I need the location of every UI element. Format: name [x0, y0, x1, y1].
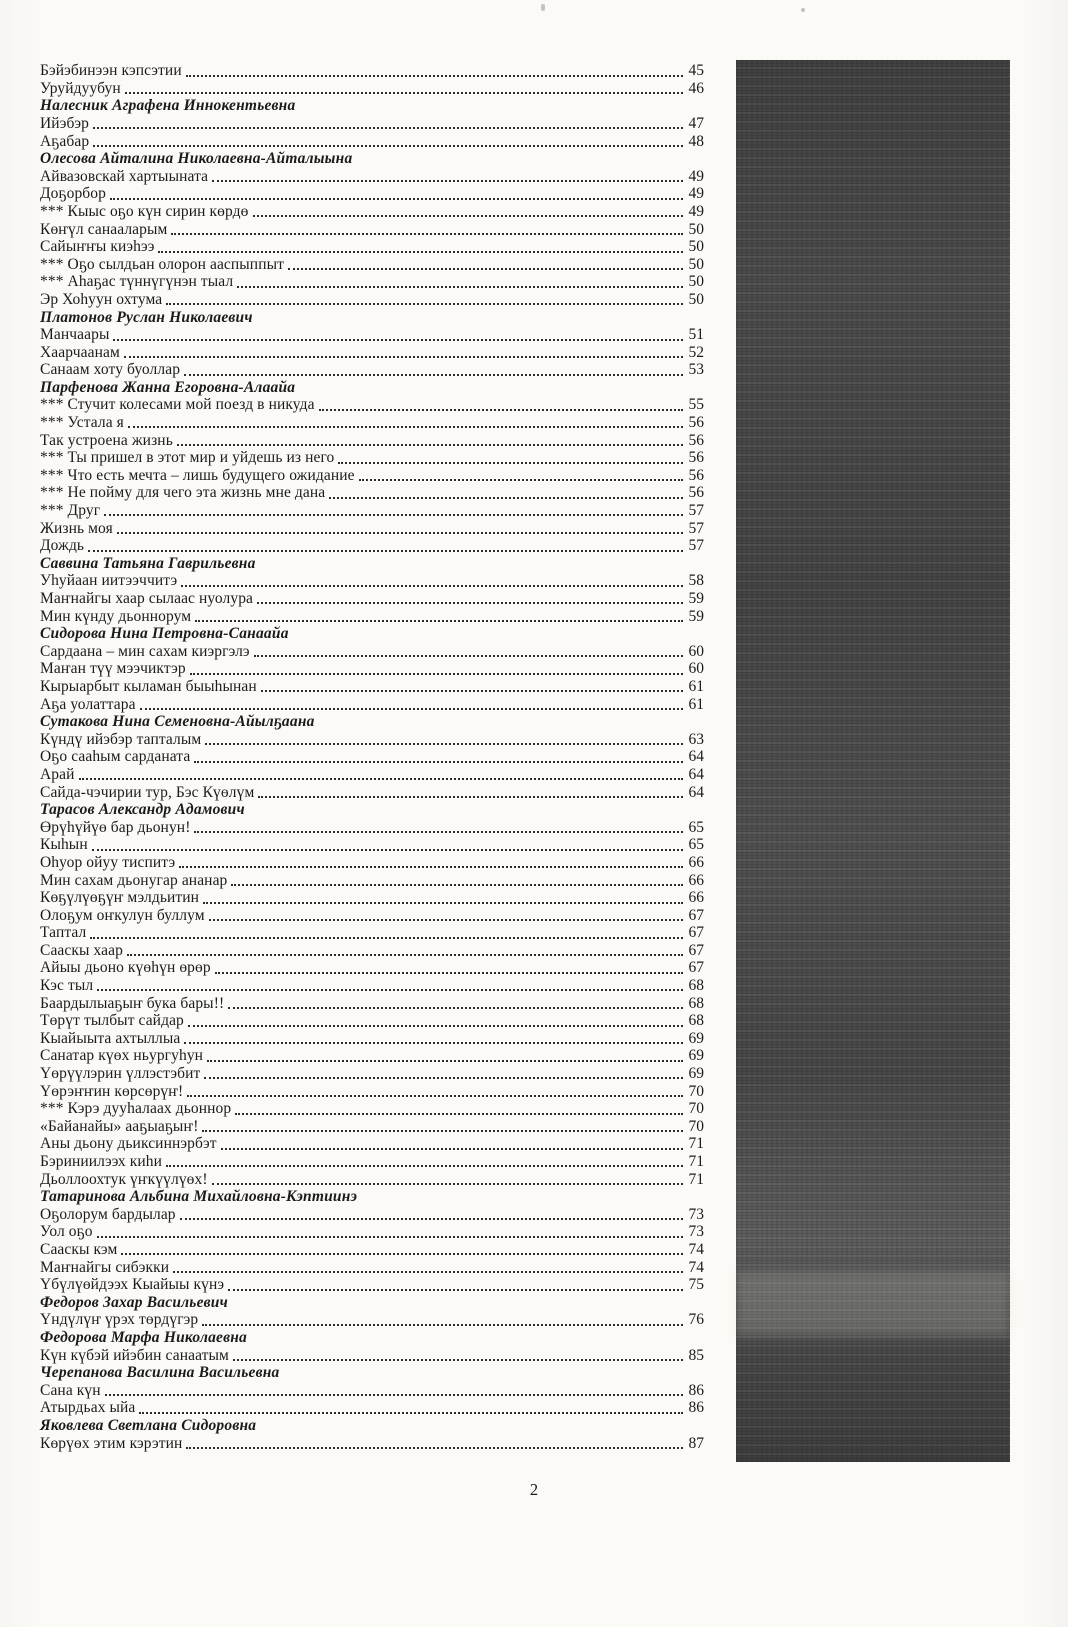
dot-leader — [288, 268, 683, 270]
toc-entry-row — [40, 62, 704, 80]
entry-page-number: 50 — [688, 255, 704, 273]
entry-page-number: 57 — [688, 519, 704, 537]
entry-page-number: 65 — [688, 836, 704, 854]
entry-page-number: 64 — [688, 765, 704, 783]
toc-author-row — [40, 308, 704, 326]
toc-entry-row — [40, 819, 704, 837]
entry-title: Арай — [40, 765, 75, 783]
entry-page-number: 60 — [688, 642, 704, 660]
toc-entry-row — [40, 168, 704, 186]
entry-page-number: 69 — [688, 1047, 704, 1065]
entry-title: Жизнь моя — [40, 519, 113, 537]
toc-entry-row — [40, 1311, 704, 1329]
entry-title: Дождь — [40, 537, 85, 555]
entry-title: Таптал — [40, 924, 87, 942]
scan-speck — [801, 8, 805, 12]
entry-title: *** Не пойму для чего эта жизнь мне дана — [40, 484, 326, 502]
entry-page-number: 59 — [688, 590, 704, 607]
dot-leader — [188, 1025, 683, 1027]
toc-entry-row — [40, 396, 704, 414]
entry-title: «Байанайы» ааҕыаҕыҥ! — [40, 1117, 199, 1135]
entry-title: Уһуйаан иитээччитэ — [40, 572, 178, 590]
entry-title: Хаарчаанам — [40, 343, 120, 361]
entry-page-number: 60 — [688, 660, 704, 678]
dot-leader — [233, 1359, 683, 1361]
entry-title: Доҕорбор — [40, 185, 106, 203]
entry-title: Оһуор ойуу тиспитэ — [40, 853, 176, 871]
toc-entry-row — [40, 907, 704, 925]
entry-page-number: 57 — [688, 502, 704, 520]
entry-title: Кыһын — [40, 836, 88, 854]
toc-entry-row — [40, 871, 704, 889]
toc-entry-row — [40, 291, 704, 309]
toc-entry-row — [40, 1100, 704, 1118]
dot-leader — [179, 866, 683, 868]
toc-author-row — [40, 1294, 704, 1312]
dot-leader — [180, 1218, 683, 1220]
entry-page-number: 52 — [688, 343, 704, 361]
scan-artifact-strip — [736, 60, 1010, 1462]
toc-author-row — [40, 625, 704, 643]
dot-leader — [166, 1165, 683, 1167]
dot-leader — [204, 1077, 683, 1079]
author-name: Татаринова Альбина Михайловна-Кэптиинэ — [40, 1188, 358, 1206]
entry-title: *** Аһаҕас түннүгүнэн тыал — [40, 273, 234, 291]
entry-page-number: 87 — [688, 1434, 704, 1452]
dot-leader — [187, 1095, 683, 1097]
dot-leader — [195, 620, 683, 622]
entry-title: Кыайыыта ахтыллыа — [40, 1029, 181, 1047]
toc-entry-row — [40, 484, 704, 502]
author-name: Федорова Марфа Николаевна — [40, 1328, 248, 1346]
entry-page-number: 67 — [688, 941, 704, 959]
entry-title: Төрүт тылбыт сайдар — [40, 1012, 184, 1030]
entry-page-number: 69 — [688, 1029, 704, 1047]
entry-page-number: 66 — [688, 853, 704, 871]
toc-entry-row — [40, 1135, 704, 1153]
author-name: Тарасов Александр Адамович — [40, 801, 245, 819]
dot-leader — [258, 796, 683, 798]
entry-page-number: 61 — [688, 695, 704, 713]
entry-page-number: 46 — [688, 79, 704, 97]
entry-page-number: 68 — [688, 994, 704, 1012]
toc-entry-row — [40, 185, 704, 203]
entry-title: Өрүһүйүө бар дьонун! — [40, 818, 191, 836]
entry-title: *** Друг — [40, 502, 101, 520]
entry-title: Аны дьону дьиксиннэрбэт — [40, 1135, 217, 1153]
toc-entry-row — [40, 537, 704, 555]
entry-title: Мин сахам дьонугар ананар — [40, 871, 228, 889]
entry-page-number: 53 — [688, 361, 704, 379]
dot-leader — [205, 743, 683, 745]
dot-leader — [184, 374, 683, 376]
entry-title: Баардылыаҕыҥ бука бары!! — [40, 994, 225, 1012]
entry-page-number: 71 — [688, 1135, 704, 1153]
entry-page-number: 56 — [688, 414, 704, 432]
entry-title: Олоҕум оҥкулун буллум — [40, 906, 205, 924]
toc-entry-row — [40, 1047, 704, 1065]
dot-leader — [194, 831, 683, 833]
dot-leader — [190, 673, 683, 675]
toc-entry-row — [40, 502, 704, 520]
toc-entry-row — [40, 854, 704, 872]
entry-page-number: 67 — [688, 959, 704, 977]
entry-title: Кырыарбыт кыламан быыһынан — [40, 677, 257, 695]
entry-page-number: 56 — [688, 484, 704, 502]
toc-entry-row — [40, 273, 704, 291]
dot-leader — [228, 1007, 683, 1009]
page-number: 2 — [529, 1480, 539, 1499]
entry-title: Уол оҕо — [40, 1223, 93, 1241]
toc-entry-row — [40, 643, 704, 661]
entry-title: Бэйэбинээн кэпсэтии — [40, 62, 182, 80]
entry-title: Көҥүл санааларым — [40, 220, 168, 238]
toc-entry-row — [40, 238, 704, 256]
entry-title: Айвазовскай хартыыната — [40, 167, 209, 185]
toc-entry-row — [40, 924, 704, 942]
entry-page-number: 49 — [688, 202, 704, 220]
author-name: Платонов Руслан Николаевич — [40, 308, 253, 326]
entry-page-number: 73 — [688, 1205, 704, 1223]
toc-entry-row — [40, 1346, 704, 1364]
entry-page-number: 49 — [688, 167, 704, 185]
entry-page-number: 71 — [688, 1153, 704, 1170]
toc-author-row — [40, 801, 704, 819]
dot-leader — [212, 1183, 683, 1185]
dot-leader — [79, 778, 683, 780]
entry-title: Так устроена жизнь — [40, 431, 173, 449]
entry-title: Маҥнайгы хаар сылаас нуолура — [40, 590, 254, 607]
entry-title: Кэс тыл — [40, 977, 94, 995]
dot-leader — [215, 972, 683, 974]
entry-page-number: 86 — [688, 1399, 704, 1417]
toc-entry-row — [40, 1153, 704, 1171]
dot-leader — [158, 251, 683, 253]
toc-entry-row — [40, 994, 704, 1012]
dot-leader — [202, 1324, 683, 1326]
author-name: Налесник Аграфена Иннокентьевна — [40, 97, 296, 115]
entry-title: Үөрүүлэрин үллэстэбит — [40, 1065, 201, 1083]
toc-entry-row — [40, 1276, 704, 1294]
dot-leader — [254, 655, 683, 657]
toc-entry-row — [40, 1206, 704, 1224]
entry-page-number: 70 — [688, 1117, 704, 1135]
dot-leader — [110, 198, 683, 200]
entry-title: *** Оҕо сылдьан олорон ааспыппыт — [40, 255, 284, 273]
entry-page-number: 75 — [688, 1276, 704, 1294]
toc-list — [40, 62, 704, 1452]
entry-page-number: 66 — [688, 871, 704, 889]
entry-title: Сана күн — [40, 1381, 101, 1399]
toc-entry-row — [40, 731, 704, 749]
entry-page-number: 73 — [688, 1223, 704, 1241]
entry-title: Үндүлүҥ үрэх төрдүгэр — [40, 1311, 199, 1329]
toc-author-row — [40, 713, 704, 731]
toc-author-row — [40, 1364, 704, 1382]
toc-entry-row — [40, 1030, 704, 1048]
toc-entry-row — [40, 449, 704, 467]
author-name: Федоров Захар Васильевич — [40, 1293, 228, 1311]
dot-leader — [235, 1113, 683, 1115]
entry-title: *** Кэрэ дууһалаах дьоннор — [40, 1100, 232, 1118]
dot-leader — [127, 954, 683, 956]
entry-title: Көрүөх этим кэрэтин — [40, 1434, 183, 1452]
dot-leader — [221, 1148, 683, 1150]
toc-entry-row — [40, 220, 704, 238]
toc-entry-row — [40, 203, 704, 221]
toc-entry-row — [40, 590, 704, 608]
entry-page-number: 57 — [688, 537, 704, 555]
dot-leader — [117, 532, 683, 534]
entry-page-number: 86 — [688, 1381, 704, 1399]
dot-leader — [209, 919, 683, 921]
toc-entry-row — [40, 1118, 704, 1136]
author-name: Сутакова Нина Семеновна-Айылҕаана — [40, 713, 315, 731]
toc-author-row — [40, 1188, 704, 1206]
toc-entry-row — [40, 572, 704, 590]
toc-entry-row — [40, 1382, 704, 1400]
dot-leader — [184, 1042, 683, 1044]
author-name: Яковлева Светлана Сидоровна — [40, 1416, 257, 1434]
entry-title: Бэриниилээх киһи — [40, 1153, 163, 1170]
dot-leader — [253, 215, 683, 217]
entry-page-number: 50 — [688, 290, 704, 308]
entry-page-number: 68 — [688, 977, 704, 995]
entry-page-number: 55 — [688, 396, 704, 414]
entry-page-number: 74 — [688, 1240, 704, 1258]
author-name: Саввина Татьяна Гаврильевна — [40, 554, 256, 572]
toc-author-row — [40, 150, 704, 168]
dot-leader — [128, 426, 683, 428]
dot-leader — [338, 462, 683, 464]
entry-page-number: 50 — [688, 238, 704, 256]
entry-title: Сааскы хаар — [40, 941, 123, 959]
entry-title: Оҕолорум бардылар — [40, 1205, 176, 1223]
toc-entry-row — [40, 1170, 704, 1188]
entry-page-number: 61 — [688, 677, 704, 695]
toc-entry-row — [40, 678, 704, 696]
dot-leader — [139, 1412, 683, 1414]
dot-leader — [257, 602, 683, 604]
dot-leader — [171, 233, 683, 235]
entry-page-number: 67 — [688, 924, 704, 942]
entry-page-number: 69 — [688, 1065, 704, 1083]
toc-entry-row — [40, 783, 704, 801]
entry-page-number: 71 — [688, 1170, 704, 1188]
dot-leader — [329, 497, 683, 499]
dot-leader — [228, 1289, 683, 1291]
toc-author-row — [40, 97, 704, 115]
dot-leader — [181, 585, 683, 587]
entry-page-number: 65 — [688, 818, 704, 836]
entry-page-number: 85 — [688, 1346, 704, 1364]
entry-title: Маҥан түү мээчиктэр — [40, 660, 186, 678]
toc-entry-row — [40, 1241, 704, 1259]
toc-entry-row — [40, 695, 704, 713]
entry-title: Айыы дьоно күөһүн өрөр — [40, 959, 211, 977]
dot-leader — [105, 1394, 683, 1396]
dot-leader — [166, 303, 683, 305]
entry-title: Сайда-чэчирии тур, Бэс Күөлүм — [40, 783, 255, 801]
dot-leader — [186, 1447, 683, 1449]
toc-entry-row — [40, 660, 704, 678]
entry-title: Эр Хоһуун охтума — [40, 290, 163, 308]
toc-author-row — [40, 1329, 704, 1347]
toc-entry-row — [40, 1012, 704, 1030]
entry-page-number: 47 — [688, 114, 704, 132]
entry-page-number: 74 — [688, 1258, 704, 1276]
entry-title: *** Что есть мечта – лишь будущего ожидание — [40, 466, 355, 484]
dot-leader — [113, 339, 683, 341]
author-name: Черепанова Василина Васильевна — [40, 1364, 280, 1382]
entry-title: *** Стучит колесами мой поезд в никуда — [40, 396, 315, 414]
dot-leader — [237, 286, 683, 288]
entry-title: Оҕо сааһым сарданата — [40, 748, 191, 766]
toc-entry-row — [40, 607, 704, 625]
toc-author-row — [40, 1417, 704, 1435]
dot-leader — [194, 761, 683, 763]
dot-leader — [202, 1130, 683, 1132]
entry-title: Көҕүлүөҕүҥ мэлдьитин — [40, 889, 200, 907]
entry-title: Күндү ийэбэр тапталым — [40, 730, 202, 748]
entry-page-number: 50 — [688, 273, 704, 291]
dot-leader — [104, 514, 683, 516]
entry-title: Сардаана – мин сахам киэргэлэ — [40, 642, 250, 660]
author-name: Сидорова Нина Петровна-Санаайа — [40, 625, 289, 643]
entry-title: Санаам хоту буоллар — [40, 361, 181, 379]
toc-entry-row — [40, 115, 704, 133]
entry-title: Ийэбэр — [40, 114, 90, 132]
dot-leader — [93, 127, 683, 129]
entry-title: Аҕабар — [40, 132, 90, 150]
entry-title: Үбүлүөйдээх Кыайыы күнэ — [40, 1276, 225, 1294]
dot-leader — [88, 550, 683, 552]
entry-page-number: 70 — [688, 1100, 704, 1118]
entry-page-number: 68 — [688, 1012, 704, 1030]
entry-title: Мин күнду дьоннорум — [40, 607, 192, 625]
entry-title: Манчаары — [40, 326, 110, 344]
dot-leader — [90, 937, 683, 939]
author-name: Олесова Айталина Николаевна-Айталыына — [40, 150, 353, 168]
scan-speck — [541, 4, 545, 11]
entry-title: *** Устала я — [40, 414, 124, 432]
entry-page-number: 51 — [688, 326, 704, 344]
dot-leader — [212, 180, 683, 182]
entry-title: Атырдьах ыйа — [40, 1399, 136, 1417]
toc-entry-row — [40, 1399, 704, 1417]
dot-leader — [319, 409, 683, 411]
entry-page-number: 63 — [688, 730, 704, 748]
entry-title: Маҥнайгы сибэкки — [40, 1258, 170, 1276]
entry-title: Үөрэҥҥин көрсөрүҥ! — [40, 1082, 184, 1100]
dot-leader — [231, 884, 683, 886]
toc-entry-row — [40, 361, 704, 379]
entry-title: Сайыҥҥы киэһээ — [40, 238, 155, 256]
toc-entry-row — [40, 1434, 704, 1452]
toc-entry-row — [40, 1258, 704, 1276]
dot-leader — [173, 1271, 683, 1273]
toc-entry-row — [40, 766, 704, 784]
dot-leader — [124, 356, 683, 358]
entry-page-number: 67 — [688, 906, 704, 924]
entry-page-number: 56 — [688, 449, 704, 467]
entry-page-number: 56 — [688, 431, 704, 449]
entry-page-number: 76 — [688, 1311, 704, 1329]
toc-entry-row — [40, 256, 704, 274]
dot-leader — [203, 902, 683, 904]
entry-title: Санатар күөх ньургуһун — [40, 1047, 204, 1065]
dot-leader — [186, 75, 683, 77]
toc-entry-row — [40, 414, 704, 432]
toc-entry-row — [40, 132, 704, 150]
entry-page-number: 45 — [688, 62, 704, 80]
toc-entry-row — [40, 1065, 704, 1083]
toc-entry-row — [40, 1223, 704, 1241]
toc-entry-row — [40, 326, 704, 344]
entry-page-number: 58 — [688, 572, 704, 590]
dot-leader — [177, 444, 683, 446]
toc-entry-row — [40, 467, 704, 485]
dot-leader — [93, 145, 683, 147]
entry-page-number: 59 — [688, 607, 704, 625]
toc-entry-row — [40, 977, 704, 995]
toc-entry-row — [40, 942, 704, 960]
entry-page-number: 70 — [688, 1082, 704, 1100]
entry-title: Аҕа уолаттара — [40, 695, 136, 713]
dot-leader — [121, 1253, 683, 1255]
toc-entry-row — [40, 748, 704, 766]
dot-leader — [125, 92, 683, 94]
toc-entry-row — [40, 836, 704, 854]
entry-title: Сааскы кэм — [40, 1240, 118, 1258]
scan-strip-light-band — [736, 1272, 1010, 1336]
author-name: Парфенова Жанна Егоровна-Алаайа — [40, 378, 296, 396]
dot-leader — [359, 479, 683, 481]
entry-title: *** Ты пришел в этот мир и уйдешь из него — [40, 449, 335, 467]
entry-title: Уруйдуубун — [40, 79, 121, 97]
entry-page-number: 49 — [688, 185, 704, 203]
dot-leader — [140, 708, 683, 710]
entry-title: *** Кыыс оҕо күн сирин көрдө — [40, 202, 249, 220]
toc-entry-row — [40, 344, 704, 362]
dot-leader — [97, 989, 683, 991]
entry-page-number: 56 — [688, 466, 704, 484]
entry-page-number: 64 — [688, 748, 704, 766]
toc-entry-row — [40, 80, 704, 98]
dot-leader — [97, 1236, 683, 1238]
toc-entry-row — [40, 519, 704, 537]
entry-page-number: 50 — [688, 220, 704, 238]
dot-leader — [92, 849, 683, 851]
toc-entry-row — [40, 431, 704, 449]
toc-entry-row — [40, 889, 704, 907]
entry-page-number: 66 — [688, 889, 704, 907]
dot-leader — [207, 1060, 683, 1062]
entry-page-number: 64 — [688, 783, 704, 801]
dot-leader — [261, 690, 683, 692]
entry-title: Дьоллоохтук үҥкүүлүөх! — [40, 1170, 208, 1188]
entry-page-number: 48 — [688, 132, 704, 150]
entry-title: Күн күбэй ийэбин санаатым — [40, 1346, 229, 1364]
toc-author-row — [40, 379, 704, 397]
toc-author-row — [40, 555, 704, 573]
toc-entry-row — [40, 959, 704, 977]
toc-entry-row — [40, 1082, 704, 1100]
